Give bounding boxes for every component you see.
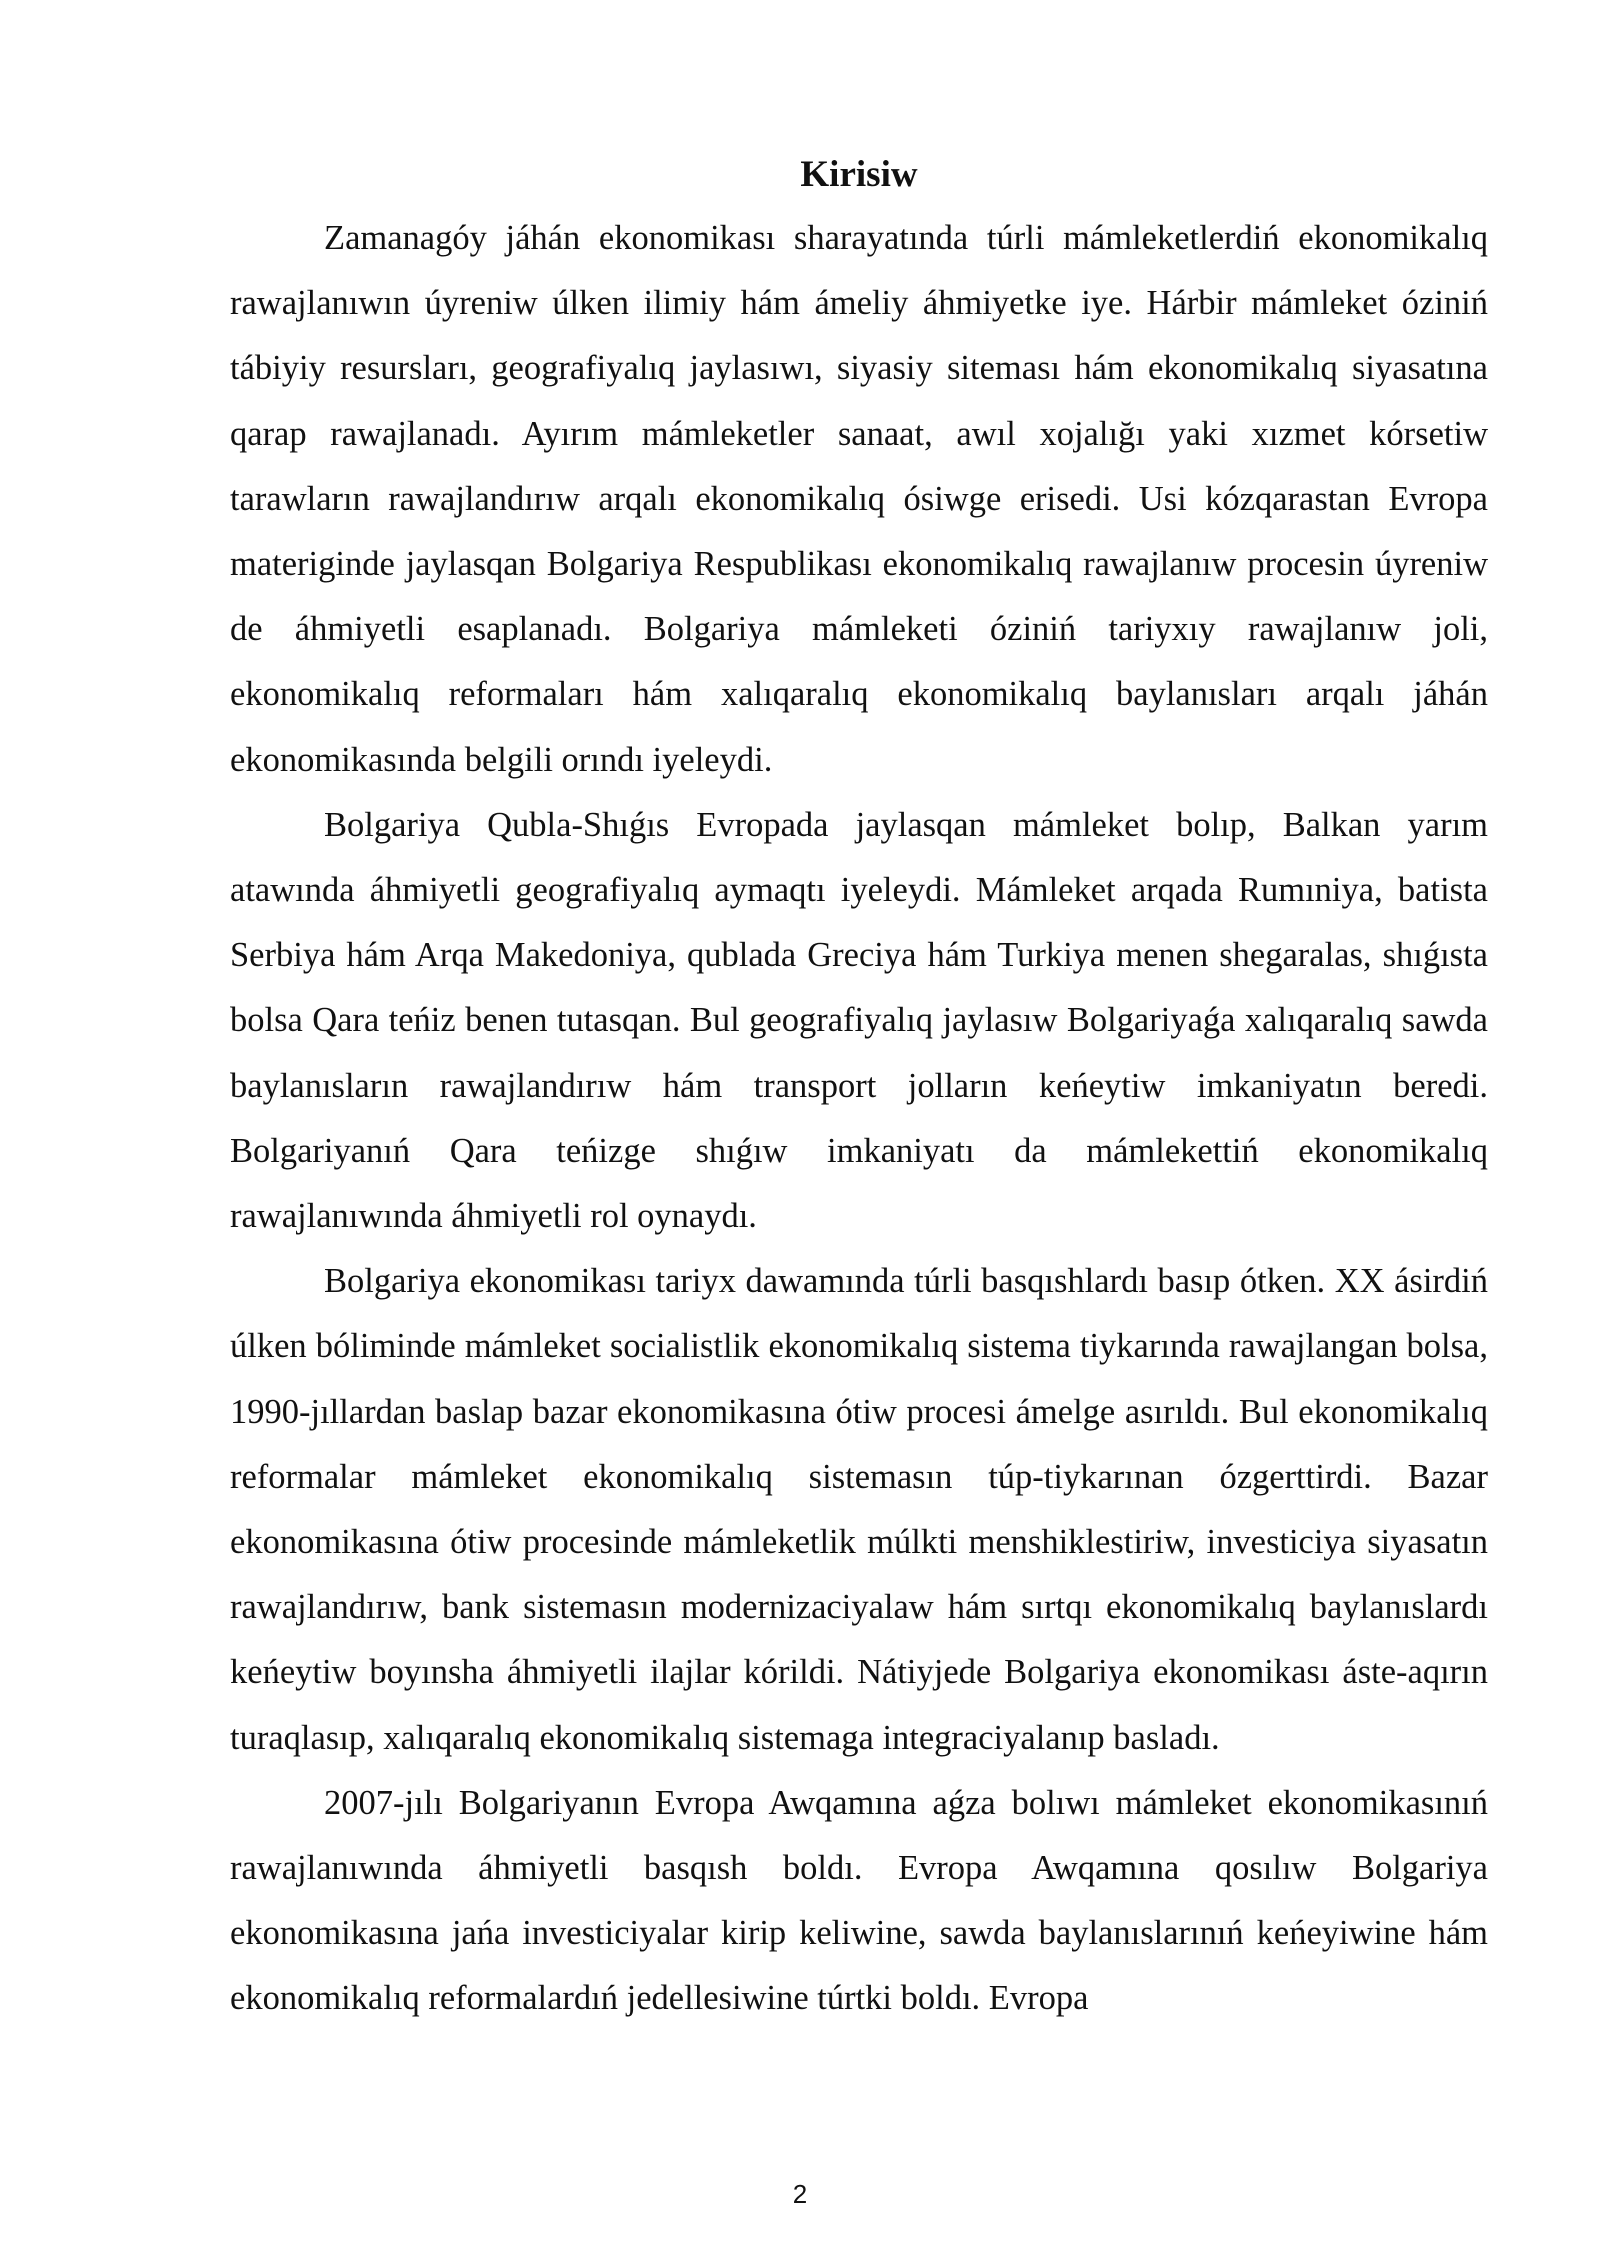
document-body: [230, 150, 1488, 2032]
page-title: Kirisiw: [800, 154, 918, 195]
paragraph-eu-membership: 2007-jılı Bolgariyanın Evropa Awqamına aǵza bolıwı mámleket ekonomikasınıń rawajlanıwında áhmiyetli basqısh boldı. Evropa Awqamına qosılıw Bolgariya ekonomikasına jańa investiciyalar kirip keliwine, sawda baylanıslarınıń keńeyiwine hám ekonomikalıq reformalardıń jedellesiwine túrtki boldı. Evropa: [230, 1783, 1488, 2018]
paragraph-intro: Zamanagóy jáhán ekonomikası sharayatında túrli mámleketlerdiń ekonomikalıq rawajlanıwın úyreniw úlken ilimiy hám ámeliy áhmiyetke iye. Hárbir mámleket óziniń tábiyiy resursları, geografiyalıq jaylasıwı, siyasiy siteması hám ekonomikalıq siyasatına qarap rawajlanadı. Ayırım mámleketler sanaat, awıl xojalığı yaki xızmet kórsetiw tarawların rawajlandırıw arqalı ekonomikalıq ósiwge erisedi. Usi kózqarastan Evropa materiginde jaylasqan Bolgariya Respublikası ekonomikalıq rawajlanıw procesin úyreniw de áhmiyetli esaplanadı. Bolgariya mámleketi óziniń tariyxıy rawajlanıw joli, ekonomikalıq reformaları hám xalıqaralıq ekonomikalıq baylanısları arqalı jáhán ekonomikasında belgili orındı iyeleydi.: [230, 219, 1488, 779]
paragraph-history: Bolgariya ekonomikası tariyx dawamında túrli basqıshlardı basıp ótken. XX ásirdiń úlken bóliminde mámleket socialistlik ekonomikalıq sistema tiykarında rawajlangan bolsa, 1990-jıllardan baslap bazar ekonomikasına ótiw procesi ámelge asırıldı. Bul ekonomikalıq reformalar mámleket ekonomikalıq sistemasın túp-tiykarınan ózgerttirdi. Bazar ekonomikasına ótiw procesinde mámleketlik múlkti menshiklestiriw, investiciya siyasatın rawajlandırıw, bank sistemasın modernizaciyalaw hám sırtqı ekonomikalıq baylanıslardı keńeytiw boyınsha áhmiyetli ilajlar kórildi. Nátiyjede Bolgariya ekonomikası áste-aqırın turaqlasıp, xalıqaralıq ekonomikalıq sistemaga integraciyalanıp basladı.: [230, 1262, 1488, 1757]
page-number: 2: [792, 2179, 808, 2209]
paragraph-geography: Bolgariya Qubla-Shıǵıs Evropada jaylasqan mámleket bolıp, Balkan yarım atawında áhmiyetli geografiyalıq aymaqtı iyeleydi. Mámleket arqada Rumıniya, batista Serbiya hám Arqa Makedoniya, qublada Greciya hám Turkiya menen shegaralas, shıǵısta bolsa Qara teńiz benen tutasqan. Bul geografiyalıq jaylasıw Bolgariyaǵa xalıqaralıq sawda baylanısların rawajlandırıw hám transport jolların keńeytiw imkaniyatın beredi. Bolgariyanıń Qara teńizge shıǵıw imkaniyatı da mámlekettiń ekonomikalıq rawajlanıwında áhmiyetli rol oynaydı.: [230, 805, 1488, 1236]
